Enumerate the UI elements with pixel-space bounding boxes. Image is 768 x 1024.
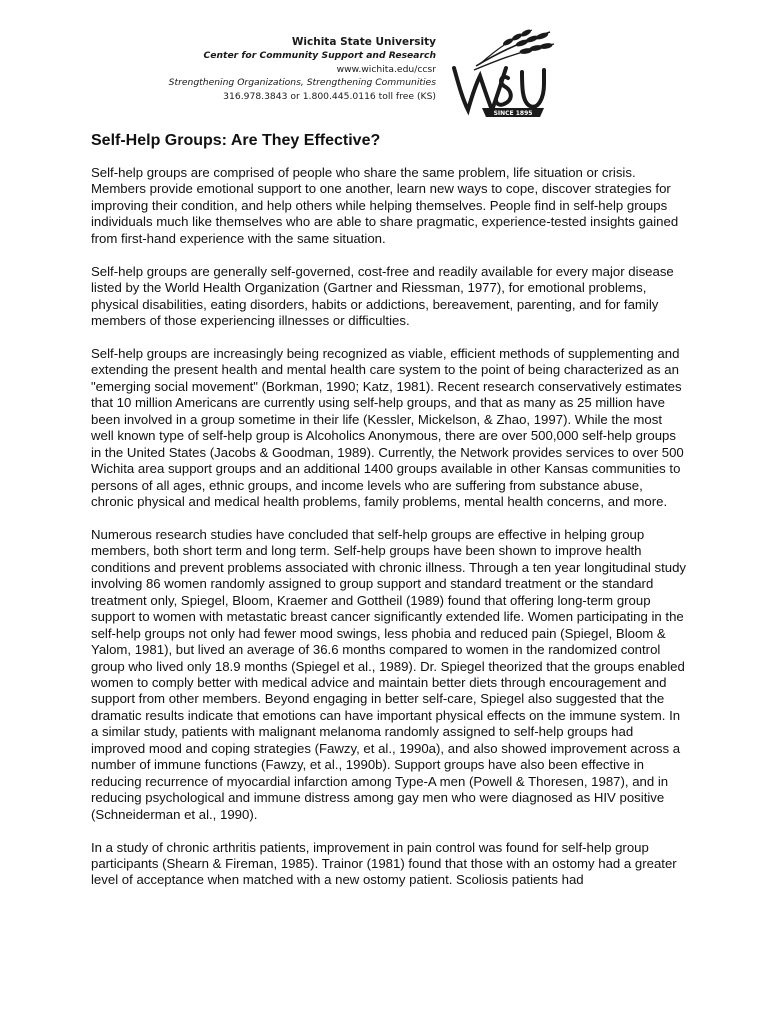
paragraph: In a study of chronic arthritis patients, improvement in pain control was found for self-help group participants (Shearn & Fireman, 1985). Trainor (1981) found that those with an ostomy had a greater level of acceptance when matched with a new ostomy patient. Scoliosis patients had	[91, 839, 677, 888]
paragraph: Self-help groups are comprised of people who share the same problem, life situation or crisis. Members provide emotional support to one another, learn new ways to cope, discover strategies for improving their condition, and help others while helping themselves. People find in self-help groups individuals much like themselves who are able to share pragmatic, experience-tested insights gained from first-hand experience with the same situation.	[91, 165, 679, 246]
university-name: Wichita State University	[291, 36, 436, 48]
phone-numbers: 316.978.3843 or 1.800.445.0116 toll free (KS)	[223, 90, 436, 102]
letterhead	[96, 36, 436, 103]
paragraph: Numerous research studies have concluded that self-help groups are effective in helping group members, both short term and long term. Self-help groups have been shown to improve health conditions and prevent problems associated with chronic illness. Through a ten year longitudinal study involving 86 women randomly assigned to group support and standard treatment or the standard treatment only, Spiegel, Bloom, Kraemer and Gottheil (1989) found that offering long-term group support to women with metastatic breast cancer significantly extended life. Women participating in the self-help groups not only had fewer mood swings, less phobia and reduced pain (Spiegel, Bloom & Yalom, 1981), but lived an average of 36.6 months compared to women in the randomized control group who lived only 18.9 months (Spiegel et al., 1989). Dr. Spiegel theorized that the groups enabled women to comply better with medical advice and maintain better diets through encouragement and support from other members. Beyond engaging in better self-care, Spiegel also suggested that the dramatic results indicate that emotions can have important physical effects on the immune system. In a similar study, patients with malignant melanoma randomly assigned to self-help groups had improved mood and coping strategies (Fawzy, et al., 1990a), and also showed improvement across a number of immune functions (Fawzy, et al., 1990b). Support groups have also been effective in reducing recurrence of myocardial infarction among Type-A men (Powell & Thoresen, 1987), and in reducing psychological and immune distress among gay men who were diagnosed as HIV positive (Schneiderman et al., 1990).	[91, 526, 687, 822]
article-body	[91, 165, 686, 905]
website-url: www.wichita.edu/ccsr	[336, 63, 436, 75]
wsu-logo	[446, 26, 562, 122]
wheat-logo-icon	[454, 29, 554, 117]
tagline: Strengthening Organizations, Strengthening Communities	[168, 77, 436, 89]
logo-banner-text: SINCE 1895	[493, 110, 533, 117]
paragraph: Self-help groups are increasingly being recognized as viable, efficient methods of supplementing and extending the present health and mental health care system to the point of being characterized as an "emerging social movement" (Borkman, 1990; Katz, 1981). Recent research conservatively estimates that 10 million Americans are currently using self-help groups, and that as many as 25 million have been involved in a group sometime in their life (Kessler, Mickelson, & Zhao, 1997). While the most well known type of self-help group is Alcoholics Anonymous, there are over 500,000 self-help groups in the United States (Jacobs & Goodman, 1989). Currently, the Network provides services to over 500 Wichita area support groups and an additional 1400 groups available in other Kansas communities to persons of all ages, ethnic groups, and income levels who are suffering from substance abuse, chronic physical and medical health problems, family problems, mental health concerns, and more.	[91, 345, 684, 510]
center-name: Center for Community Support and Research	[203, 50, 436, 62]
page-title: Self-Help Groups: Are They Effective?	[91, 132, 381, 149]
paragraph: Self-help groups are generally self-governed, cost-free and readily available for every major disease listed by the World Health Organization (Gartner and Riessman, 1977), for emotional problems, physical disabilities, eating disorders, habits or addictions, bereavement, parenting, and for family members of those experiencing illnesses or difficulties.	[91, 263, 674, 329]
